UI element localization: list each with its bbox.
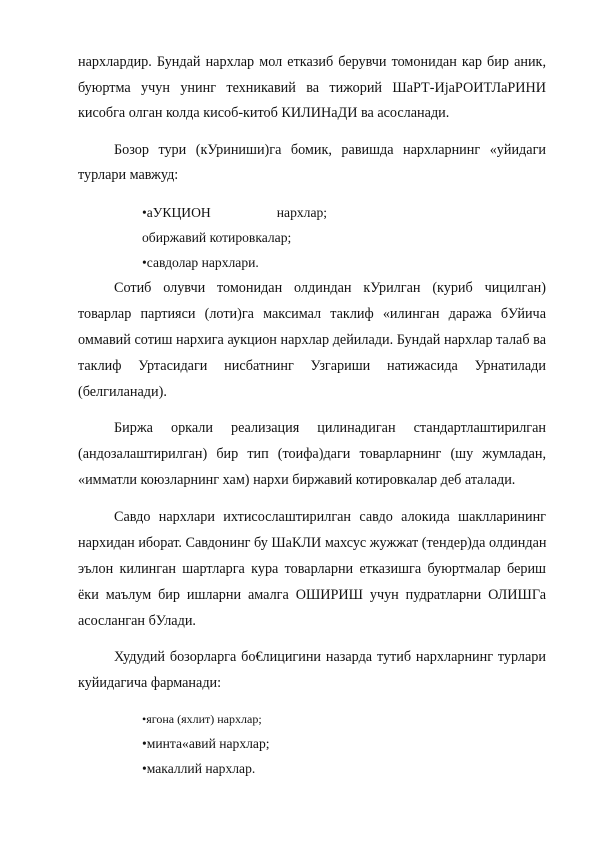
text-line: ёки маълум бир ишларни амалга ОШИРИШ учун пудратларни ОЛИШГа bbox=[78, 587, 546, 603]
list-item: •минта«авий нархлар; bbox=[142, 736, 270, 751]
text-line: Сотиб олувчи томонидан олдиндан кУрилган (куриб чицилган) bbox=[114, 280, 546, 296]
list-item bbox=[142, 203, 327, 223]
list-item bbox=[142, 228, 291, 248]
text-line: «имматли коюзларнинг хам) нархи биржавий котировкалар деб аталади. bbox=[78, 472, 516, 488]
text-line: Худудий бозорларга бо€лицигини назарда тутиб нархларнинг турлари bbox=[114, 649, 546, 665]
text-line: нархлардир. Бундай нархлар мол етказиб берувчи томонидан кар бир аник, bbox=[78, 54, 546, 70]
list-item-text: нархлар; bbox=[276, 205, 328, 220]
text-line: Савдо нархлари ихтисослаштирилган савдо алокида шаклларининг bbox=[114, 509, 546, 525]
text-line: эълон килинган шартларга кура товарларни етказишга буюртмалар бериш bbox=[78, 561, 546, 577]
text-line: таклиф Уртасидаги нисбатнинг Узгариши натижасида Урнатилади bbox=[78, 358, 546, 374]
list-item-text: •савдолар нархлари. bbox=[142, 255, 259, 270]
text-line: куйидагича фарманади: bbox=[78, 675, 222, 691]
text-line: турлари мавжуд: bbox=[78, 167, 179, 183]
text-line: товарлар партияси (лоти)га максимал таклиф «илинган даража бУйича bbox=[78, 306, 546, 322]
list-item-text: •аУКЦИОН bbox=[142, 205, 211, 220]
list-item-text: обиржавий котировкалар; bbox=[142, 230, 292, 245]
text-line: буюртма учун унинг техникавий ва тижорий ШаРТ-ИjаРОИТЛаРИНИ bbox=[78, 80, 546, 96]
text-line: Бозор тури (кУриниши)га бомик, равишда нархларнинг «уйидаги bbox=[114, 142, 546, 158]
text-line: (андозалаштирилган) бир тип (тоифа)даги товарларнинг (шу жумладан, bbox=[78, 446, 546, 462]
text-line: Биржа оркали реализация цилинадиган стандартлаштирилган bbox=[114, 420, 546, 436]
text-line: асосланган бУлади. bbox=[78, 613, 196, 629]
text-line: (белгиланади). bbox=[78, 384, 167, 400]
list-item bbox=[142, 253, 259, 273]
text-line: оммавий сотиш нархига аукцион нархлар дейилади. Бундай нархлар талаб ва bbox=[78, 332, 546, 348]
list-item: •макаллий нархлар. bbox=[142, 761, 256, 776]
text-line: нархидан иборат. Савдонинг бу ШаКЛИ махсус жужжат (тендер)да олдиндан bbox=[78, 535, 547, 551]
list-item: •ягона (яхлит) нархлар; bbox=[142, 712, 262, 726]
text-line: кисобга олган колда кисоб-китоб КИЛИНаДИ ва асосланади. bbox=[78, 105, 450, 121]
